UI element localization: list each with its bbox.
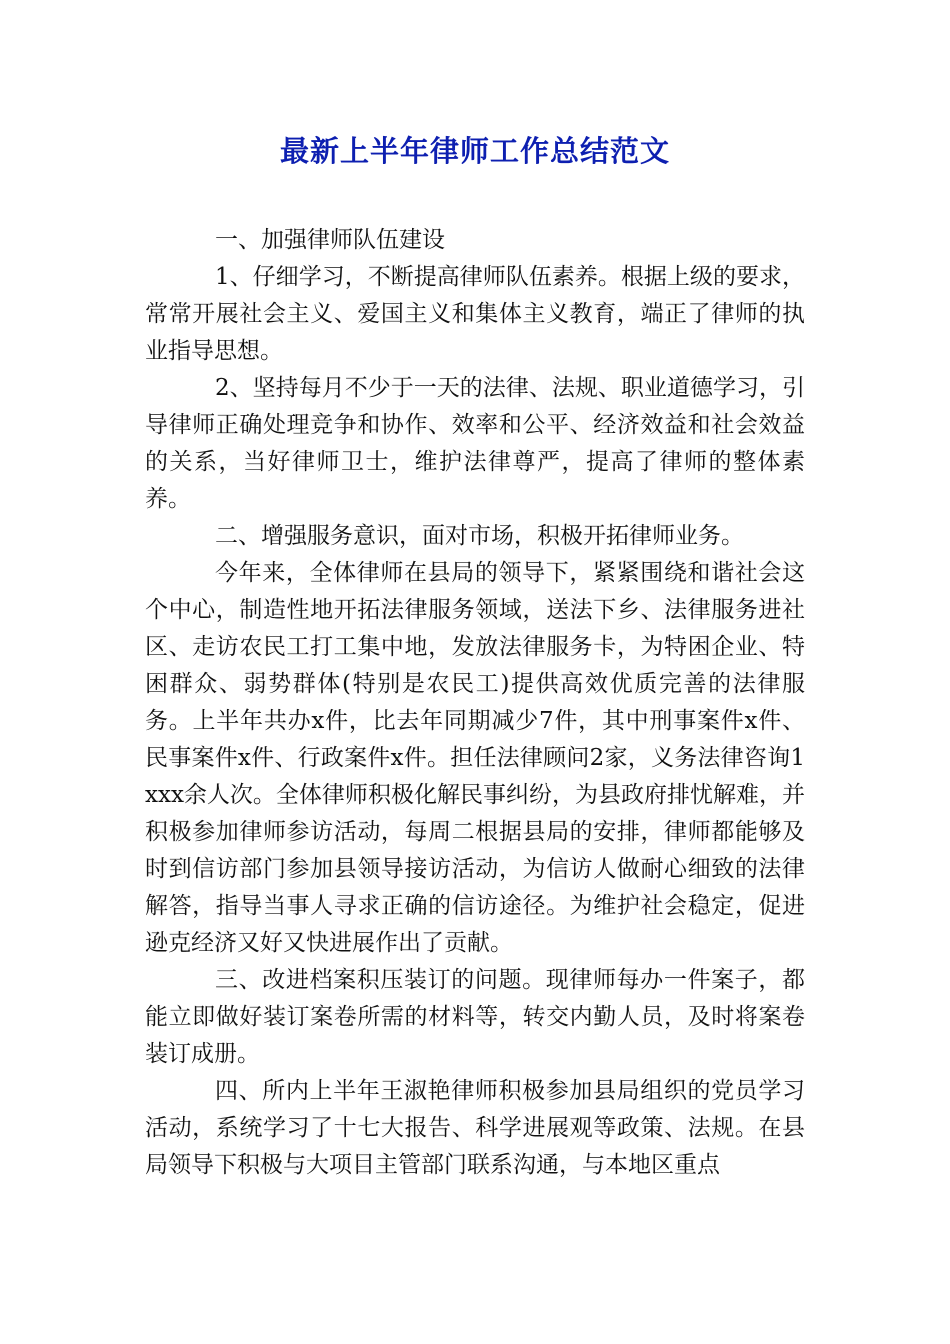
paragraph-item-2: 2、坚持每月不少于一天的法律、法规、职业道德学习，引导律师正确处理竞争和协作、效率和公平、经济效益和社会效益的关系，当好律师卫士，维护法律尊严，提高了律师的整体素养。 (145, 375, 805, 512)
document-title: 最新上半年律师工作总结范文 (279, 134, 670, 168)
document-body (145, 222, 805, 1184)
paragraph-section-four: 四、所内上半年王淑艳律师积极参加县局组织的党员学习活动，系统学习了十七大报告、科学进展观等政策、法规。在县局领导下积极与大项目主管部门联系沟通，与本地区重点 (145, 1078, 805, 1178)
paragraph-section-two-heading: 二、增强服务意识，面对市场，积极开拓律师业务。 (215, 523, 744, 549)
paragraph-item-1: 1、仔细学习，不断提高律师队伍素养。根据上级的要求，常常开展社会主义、爱国主义和集体主义教育，端正了律师的执业指导思想。 (145, 264, 805, 364)
paragraph-section-one-heading: 一、加强律师队伍建设 (215, 227, 445, 253)
paragraph-section-three: 三、改进档案积压装订的问题。现律师每办一件案子，都能立即做好装订案卷所需的材料等，转交内勤人员，及时将案卷装订成册。 (145, 967, 805, 1067)
paragraph-section-two-body: 今年来，全体律师在县局的领导下，紧紧围绕和谐社会这个中心，制造性地开拓法律服务领域，送法下乡、法律服务进社区、走访农民工打工集中地，发放法律服务卡，为特困企业、特困群众、弱势群体(特别是农民工)提供高效优质完善的法律服务。上半年共办x件，比去年同期减少7件，其中刑事案件x件、民事案件x件、行政案件x件。担任法律顾问2家，义务法律咨询1xxx余人次。全体律师积极化解民事纠纷，为县政府排忧解难，并积极参加律师参访活动，每周二根据县局的安排，律师都能够及时到信访部门参加县领导接访活动，为信访人做耐心细致的法律解答，指导当事人寻求正确的信访途径。为维护社会稳定，促进逊克经济又好又快进展作出了贡献。 (145, 560, 805, 956)
